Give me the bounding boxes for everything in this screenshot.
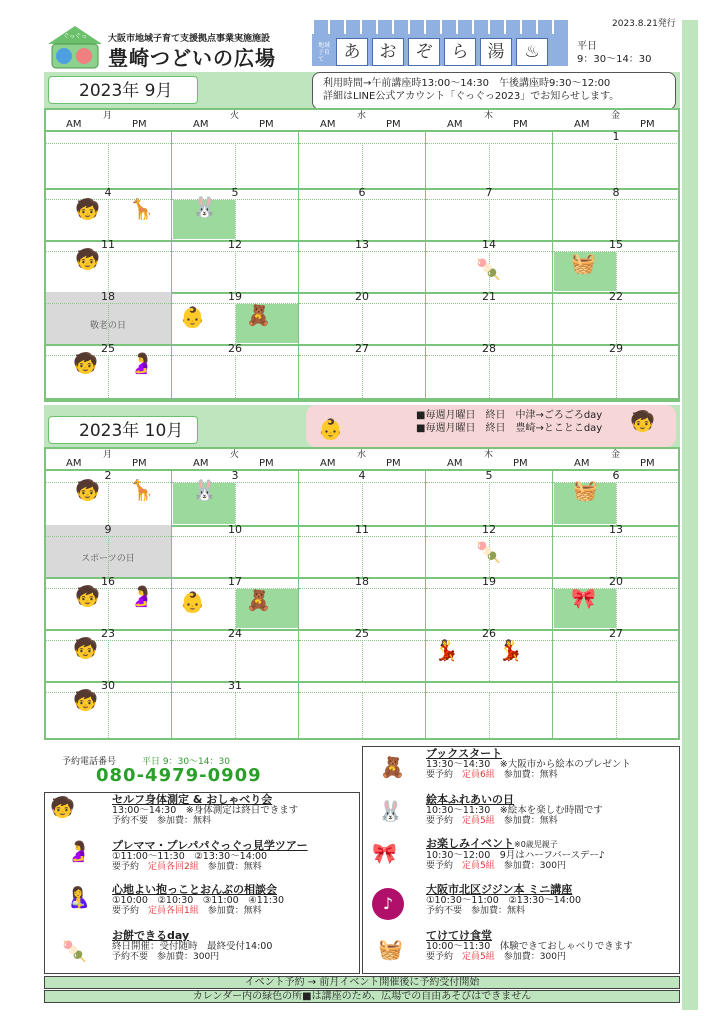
- day-name: 金: [610, 450, 620, 460]
- event-time: 13:30～14:30 ※大阪市から絵本のプレゼント: [426, 759, 631, 770]
- child-icon: 🧒: [73, 688, 98, 712]
- day-number: 1: [612, 130, 620, 143]
- day-number: 11: [355, 523, 369, 536]
- day-number: 3: [231, 469, 239, 482]
- weekday-time: 9：30～14：30: [577, 54, 652, 65]
- giraffe-icon: 🦒: [129, 197, 154, 221]
- event-item: [112, 794, 298, 827]
- event-fee: 予約不要 参加費：無料: [112, 816, 212, 826]
- mochi-icon: 🍡: [476, 257, 501, 281]
- day-number: 27: [609, 627, 623, 640]
- am-label: AM: [574, 458, 590, 469]
- event-time: ①10:00 ②10:30 ③11:00 ④11:30: [112, 895, 285, 906]
- day-number: 18: [101, 290, 115, 303]
- day-number: 19: [228, 290, 242, 303]
- day-name: 火: [229, 450, 239, 460]
- day-number: 13: [609, 523, 623, 536]
- issue-date: 2023.8.21発行: [612, 19, 676, 29]
- event-time: ①10:30～11:00 ②13:30～14:00: [426, 895, 582, 906]
- am-label: AM: [447, 458, 463, 469]
- event-capacity: 定員5組: [462, 861, 495, 871]
- logo: [44, 24, 106, 70]
- oct-month-label: 2023年 10月: [48, 416, 198, 444]
- am-label: AM: [66, 119, 82, 130]
- day-number: 5: [231, 186, 239, 199]
- event-capacity: 定員各回2組: [148, 862, 199, 872]
- event-item: [426, 748, 631, 781]
- pm-label: PM: [132, 458, 147, 469]
- day-number: 25: [355, 627, 369, 640]
- event-time: 終日開催：受付随時 最終受付14:00: [112, 941, 273, 952]
- child-icon: 🧒: [630, 409, 655, 433]
- brand-char: ぞ: [408, 38, 440, 66]
- food-basket-icon: 🧺: [378, 937, 403, 961]
- svg-text:ぐっぐっ: ぐっぐっ: [63, 33, 87, 40]
- day-number: 15: [609, 238, 623, 251]
- pm-label: PM: [640, 458, 655, 469]
- event-fee: 要予約: [112, 906, 140, 916]
- rabbit-book-icon: 🐰: [192, 195, 217, 219]
- rabbit-book-icon: 🐰: [378, 799, 403, 823]
- day-number: 2: [104, 469, 112, 482]
- day-number: 29: [609, 342, 623, 355]
- day-number: 18: [355, 575, 369, 588]
- reservation-hours: 平日 9：30～14：30: [142, 757, 230, 767]
- event-fee: 参加費：300円: [503, 952, 566, 962]
- event-time: 10:30～11:30 ※絵本を楽しむ時間です: [426, 805, 603, 816]
- sept-month-label: 2023年 9月: [48, 76, 198, 104]
- event-fee: 参加費：無料: [207, 862, 262, 872]
- footer-reservation-note: イベント予約 → 前月イベント開催後に予約受付開始: [44, 976, 680, 989]
- notice-line: ■毎週月曜日 終日 豊崎→とことこday: [416, 423, 603, 434]
- crawling-baby-icon: 👶: [318, 417, 343, 441]
- day-number: 23: [101, 627, 115, 640]
- hot-spring-icon: ♨: [516, 38, 548, 66]
- teddy-bear-icon: 🧸: [380, 755, 405, 779]
- pregnant-woman-icon: 🤰: [66, 839, 91, 863]
- rabbit-book-icon: 🐰: [192, 478, 217, 502]
- day-number: 12: [482, 523, 496, 536]
- day-name: 木: [483, 450, 493, 460]
- event-capacity: 定員5組: [462, 952, 495, 962]
- reservation-phone[interactable]: 080-4979-0909: [96, 765, 262, 786]
- teddy-bear-icon: 🧸: [246, 303, 271, 327]
- babywearing-icon: 🤱: [66, 885, 91, 909]
- day-number: 20: [609, 575, 623, 588]
- brand-char: お: [372, 38, 404, 66]
- event-item: [112, 840, 308, 873]
- day-number: 22: [609, 290, 623, 303]
- org-name: 大阪市地域子育て支援拠点事業実施施設: [108, 34, 271, 44]
- event-fee: 要予約: [426, 952, 454, 962]
- event-title: 絵本ふれあいの日: [426, 793, 514, 806]
- mochi-icon: 🍡: [476, 540, 501, 564]
- day-name: 金: [610, 111, 620, 121]
- event-capacity: 定員5組: [462, 816, 495, 826]
- day-number: 20: [355, 290, 369, 303]
- day-number: 6: [612, 469, 620, 482]
- day-number: 4: [358, 469, 366, 482]
- day-number: 7: [485, 186, 493, 199]
- pregnant-woman-icon: 🤰: [129, 584, 154, 608]
- day-number: 10: [228, 523, 242, 536]
- event-fee: 参加費：無料: [503, 816, 558, 826]
- day-number: 14: [482, 238, 496, 251]
- food-basket-icon: 🧺: [573, 478, 598, 502]
- day-number: 19: [482, 575, 496, 588]
- event-time: 13:00～14:30 ※身体測定は終日できます: [112, 805, 299, 816]
- holiday-label: スポーツの日: [81, 554, 135, 564]
- day-number: 31: [228, 679, 242, 692]
- event-title: お楽しみイベント: [426, 837, 514, 850]
- am-label: AM: [574, 119, 590, 130]
- pm-label: PM: [259, 119, 274, 130]
- event-item: [112, 930, 272, 963]
- right-decor-band: [682, 20, 698, 1010]
- event-item: [426, 930, 633, 963]
- day-name: 月: [102, 111, 112, 121]
- event-item: [426, 884, 581, 917]
- day-number: 17: [228, 575, 242, 588]
- event-fee: 参加費：300円: [503, 861, 566, 871]
- sept-frame: [44, 108, 680, 400]
- event-time: 10:30～12:00 9月はハーフバースデー♪: [426, 850, 605, 861]
- weekly-notice: [306, 405, 676, 447]
- child-icon: 🧒: [75, 247, 100, 271]
- pm-label: PM: [640, 119, 655, 130]
- day-name: 水: [356, 450, 366, 460]
- event-fee: 要予約: [112, 862, 140, 872]
- day-number: 25: [101, 342, 115, 355]
- event-title: プレママ・プレパパぐっぐっ見学ツアー: [112, 839, 308, 852]
- event-title: 心地よい抱っことおんぶの相談会: [112, 883, 277, 896]
- brand-char: あ: [336, 38, 368, 66]
- day-number: 21: [482, 290, 496, 303]
- event-item: [426, 838, 605, 872]
- brand-side-text: 地域子育て: [318, 42, 331, 63]
- day-number: 6: [358, 186, 366, 199]
- ribbon-icon: 🎀: [571, 586, 596, 610]
- event-title-note: ※0歳児親子: [514, 840, 558, 849]
- event-title: ブックスタート: [426, 747, 503, 760]
- brand-char: ら: [444, 38, 476, 66]
- mochi-icon: 🍡: [62, 939, 87, 963]
- day-number: 13: [355, 238, 369, 251]
- notice-line: ■毎週月曜日 終日 中津→ごろごろday: [416, 410, 603, 421]
- event-capacity: 定員各回1組: [148, 906, 199, 916]
- event-item: [112, 884, 284, 917]
- dance-icon: 💃: [498, 638, 523, 662]
- notice-line: 詳細はLINE公式アカウント「ぐっぐっ2023」でお知らせします。: [323, 91, 620, 102]
- event-fee: 参加費：無料: [503, 770, 558, 780]
- day-number: 24: [228, 627, 242, 640]
- brand-char: 湯: [480, 38, 512, 66]
- child-icon: 🧒: [73, 636, 98, 660]
- footer-green-note: カレンダー内の緑色の所■は講座のため、広場での自由あそびはできません: [44, 990, 680, 1003]
- event-title: てけてけ食堂: [426, 929, 492, 942]
- event-capacity: 定員6組: [462, 770, 495, 780]
- pm-label: PM: [386, 119, 401, 130]
- child-icon: 🧒: [73, 351, 98, 375]
- day-name: 木: [483, 111, 493, 121]
- am-label: AM: [66, 458, 82, 469]
- event-fee: 予約不要 参加費：無料: [426, 906, 526, 916]
- am-label: AM: [320, 119, 336, 130]
- pm-label: PM: [513, 119, 528, 130]
- event-fee: 要予約: [426, 770, 454, 780]
- pregnant-woman-icon: 🤰: [129, 351, 154, 375]
- day-number: 9: [104, 523, 112, 536]
- am-label: AM: [320, 458, 336, 469]
- oct-frame: [44, 447, 680, 740]
- weekday-label: 平日: [577, 41, 597, 52]
- am-label: AM: [447, 119, 463, 130]
- weekday-hours: [577, 40, 652, 66]
- event-fee: 要予約: [426, 861, 454, 871]
- day-number: 11: [101, 238, 115, 251]
- day-number: 5: [485, 469, 493, 482]
- pm-label: PM: [386, 458, 401, 469]
- day-number: 30: [101, 679, 115, 692]
- event-time: ①11:00～11:30 ②13:30～14:00: [112, 851, 268, 862]
- child-icon: 🧒: [75, 478, 100, 502]
- day-number: 12: [228, 238, 242, 251]
- event-item: [426, 794, 603, 827]
- child-icon: 🧒: [75, 584, 100, 608]
- food-basket-icon: 🧺: [571, 251, 596, 275]
- pm-label: PM: [513, 458, 528, 469]
- day-number: 27: [355, 342, 369, 355]
- event-title: セルフ身体測定 & おしゃべり会: [112, 793, 273, 806]
- event-fee: 参加費：無料: [207, 906, 262, 916]
- brand-banner: [312, 20, 568, 66]
- day-number: 4: [104, 186, 112, 199]
- event-title: 大阪市北区ジジン本 ミニ講座: [426, 883, 573, 896]
- event-fee: 要予約: [426, 816, 454, 826]
- day-number: 26: [482, 627, 496, 640]
- babies-icon: 👶: [180, 590, 205, 614]
- event-time: 10:00～11:30 体験できておしゃべりできます: [426, 941, 633, 952]
- day-name: 火: [229, 111, 239, 121]
- page-title: 豊崎つどいの広場: [108, 46, 276, 70]
- day-number: 16: [101, 575, 115, 588]
- teddy-bear-icon: 🧸: [246, 588, 271, 612]
- notice-line: 利用時間→午前講座時13:00～14:30 午後講座時9:30～12:00: [323, 78, 611, 89]
- child-icon: 🧒: [50, 795, 75, 819]
- child-icon: 🧒: [75, 197, 100, 221]
- dance-icon: ♪: [372, 888, 404, 920]
- day-name: 月: [102, 450, 112, 460]
- holiday-label: 敬老の日: [89, 321, 126, 331]
- pm-label: PM: [259, 458, 274, 469]
- pm-label: PM: [132, 119, 147, 130]
- dance-icon: 💃: [434, 638, 459, 662]
- giraffe-icon: 🦒: [129, 478, 154, 502]
- reservation-label: 予約電話番号: [62, 757, 117, 767]
- day-number: 8: [612, 186, 620, 199]
- ribbon-icon: 🎀: [372, 841, 397, 865]
- am-label: AM: [193, 458, 209, 469]
- usage-notice: [312, 72, 676, 110]
- event-title: お餅できるday: [112, 929, 190, 942]
- event-fee: 予約不要 参加費：300円: [112, 952, 220, 962]
- day-number: 26: [228, 342, 242, 355]
- day-name: 水: [356, 111, 366, 121]
- day-number: 28: [482, 342, 496, 355]
- babies-icon: 👶: [180, 305, 205, 329]
- am-label: AM: [193, 119, 209, 130]
